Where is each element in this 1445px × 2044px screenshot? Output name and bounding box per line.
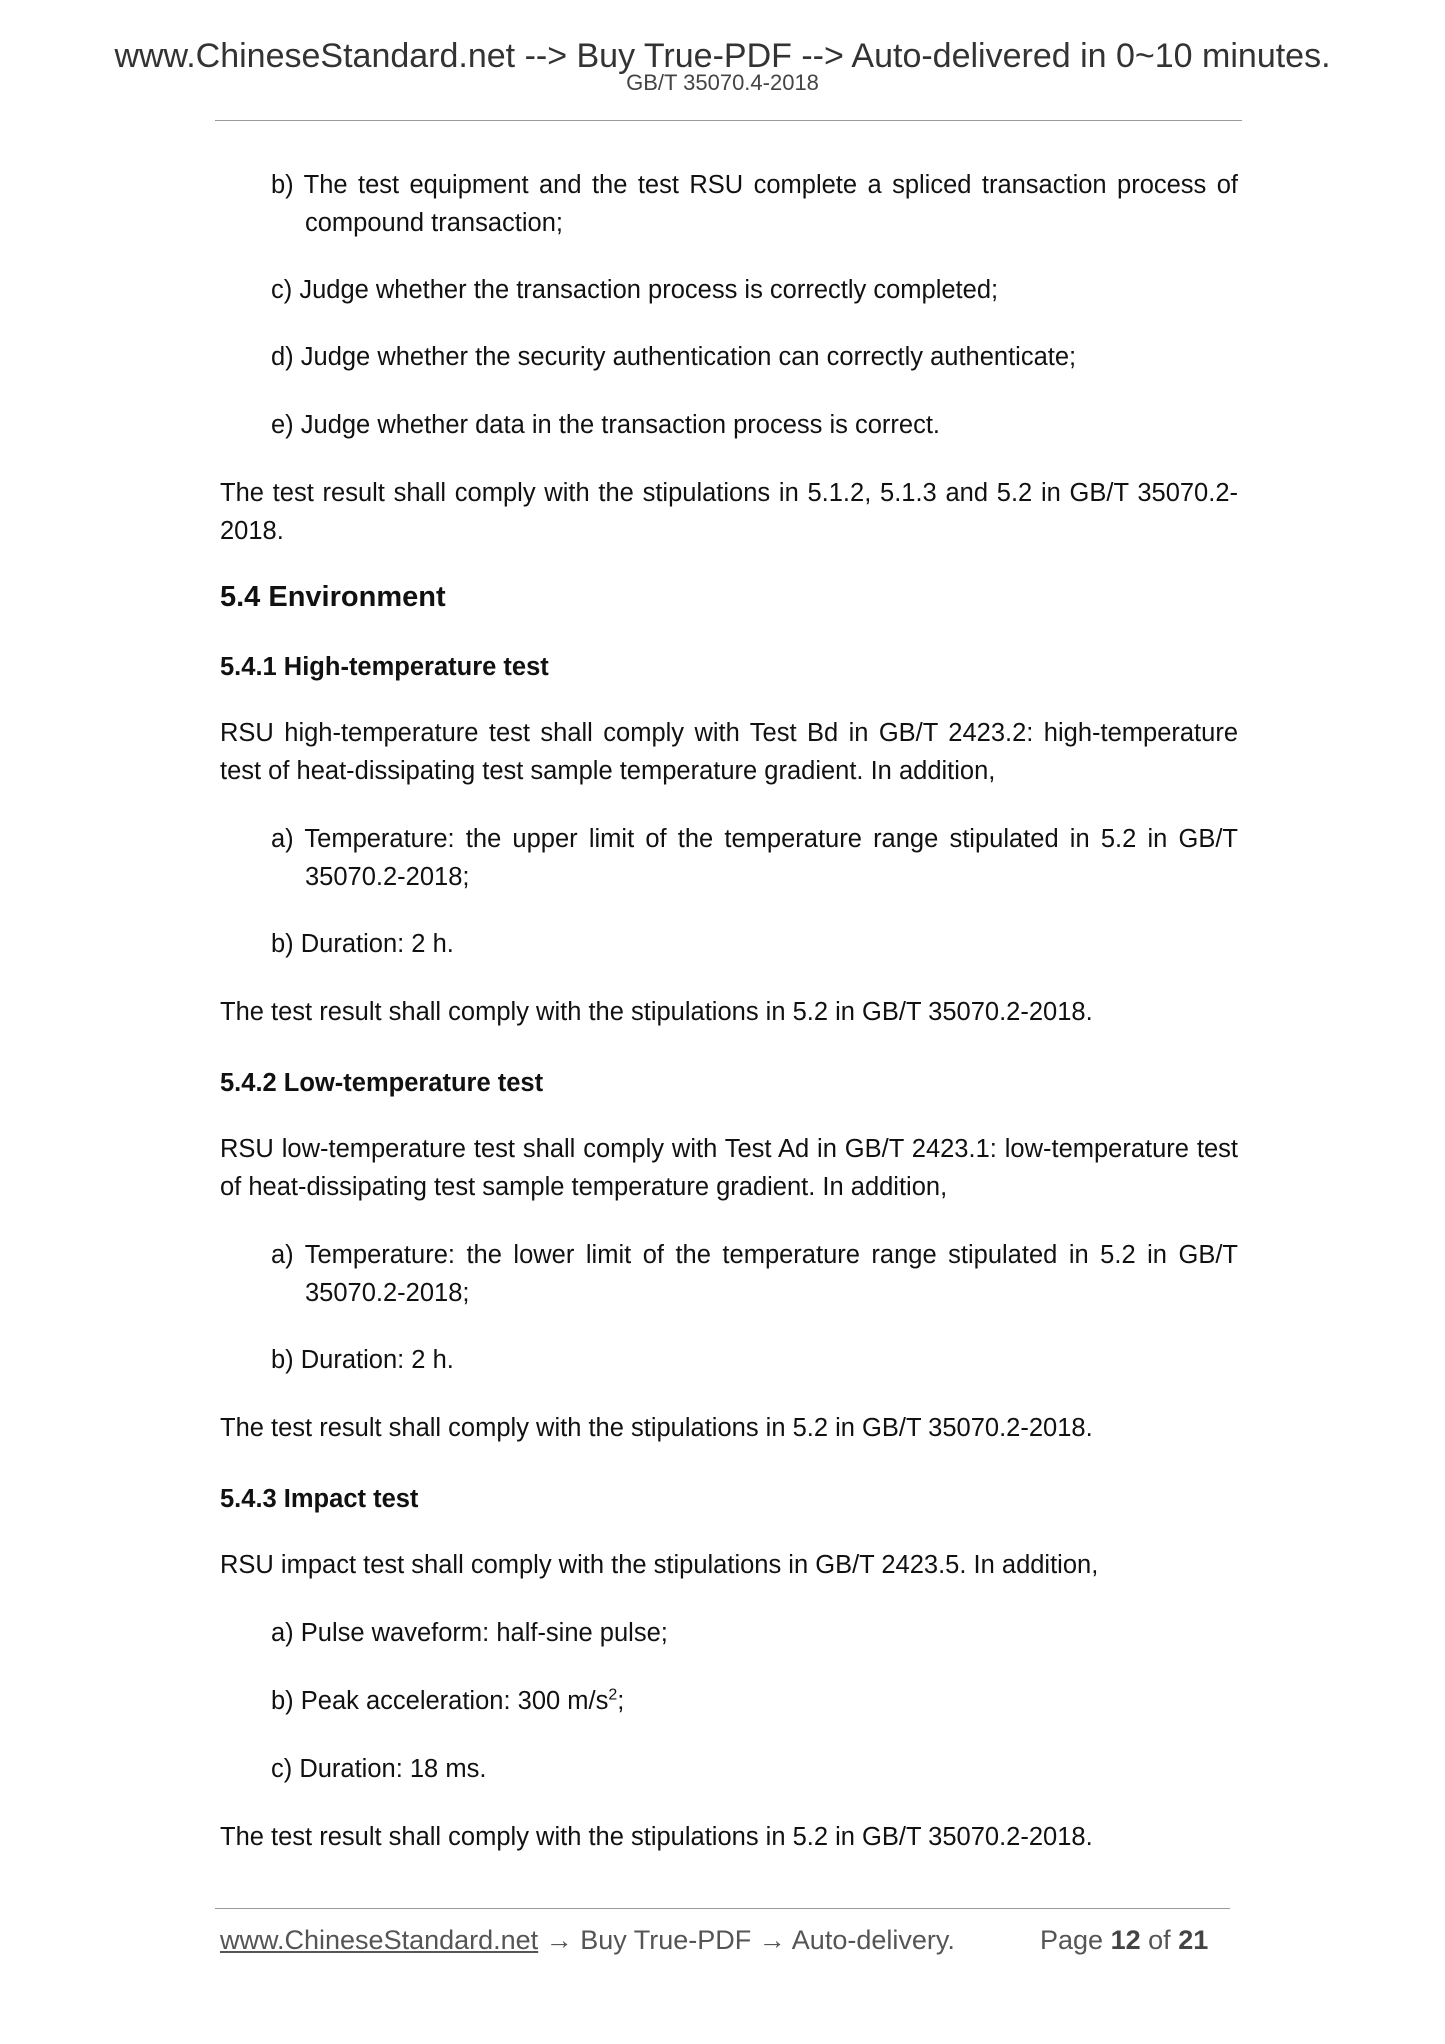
page-number: 12 — [1110, 1925, 1141, 1955]
footer-buy-text: Buy True-PDF — [580, 1925, 752, 1955]
section-heading-5-4-1: 5.4.1 High-temperature test — [220, 653, 549, 681]
list-item-5-4-3-a: a) Pulse waveform: half-sine pulse; — [271, 1619, 668, 1647]
footer-left — [220, 1922, 955, 1958]
page-label: Page — [1040, 1925, 1104, 1955]
result-paragraph-transaction: The test result shall comply with the stipulations in 5.1.2, 5.1.3 and 5.2 in GB/T 35070.2-2018. — [220, 479, 1238, 545]
list-item-c: c) Judge whether the transaction process is correctly completed; — [271, 276, 999, 304]
list-item-d: d) Judge whether the security authentication can correctly authenticate; — [271, 343, 1077, 371]
total-pages: 21 — [1178, 1925, 1209, 1955]
arrow-right-icon: → — [545, 1925, 573, 1955]
section-heading-5-4-3: 5.4.3 Impact test — [220, 1485, 419, 1513]
list-item-5-4-3-c: c) Duration: 18 ms. — [271, 1755, 487, 1783]
paragraph-5-4-2-intro: RSU low-temperature test shall comply with Test Ad in GB/T 2423.1: low-temperature test of heat-dissipating test sample temperature gradient. In addition, — [220, 1135, 1238, 1201]
paragraph-5-4-1-intro: RSU high-temperature test shall comply with Test Bd in GB/T 2423.2: high-temperature test of heat-dissipating test sample temperature gradient. In addition, — [220, 719, 1238, 785]
result-paragraph-5-4-2: The test result shall comply with the stipulations in 5.2 in GB/T 35070.2-2018. — [220, 1414, 1093, 1442]
list-item-5-4-3-b-end: ; — [617, 1687, 625, 1715]
list-item-5-4-2-b: b) Duration: 2 h. — [271, 1346, 454, 1374]
of-label: of — [1148, 1925, 1171, 1955]
superscript-exponent: 2 — [608, 1686, 618, 1704]
page-indicator — [1040, 1922, 1208, 1958]
footer-delivery-text: Auto-delivery. — [791, 1925, 955, 1955]
result-paragraph-5-4-3: The test result shall comply with the stipulations in 5.2 in GB/T 35070.2-2018. — [220, 1823, 1093, 1851]
list-item-5-4-2-a: a) Temperature: the lower limit of the temperature range stipulated in 5.2 in GB/T 35070.2-2018; — [271, 1241, 1238, 1307]
list-item-b: b) The test equipment and the test RSU complete a spliced transaction process of compound transaction; — [271, 171, 1238, 237]
list-item-e: e) Judge whether data in the transaction process is correct. — [271, 411, 941, 439]
list-item-5-4-3-b — [271, 1682, 1238, 1720]
section-heading-5-4: 5.4 Environment — [220, 581, 446, 613]
header-divider — [215, 120, 1242, 121]
result-paragraph-5-4-1: The test result shall comply with the stipulations in 5.2 in GB/T 35070.2-2018. — [220, 998, 1093, 1026]
section-heading-5-4-2: 5.4.2 Low-temperature test — [220, 1069, 544, 1097]
paragraph-5-4-3-intro: RSU impact test shall comply with the stipulations in GB/T 2423.5. In addition, — [220, 1551, 1099, 1579]
list-item-5-4-1-b: b) Duration: 2 h. — [271, 930, 454, 958]
list-item-5-4-3-b-text: b) Peak acceleration: 300 m/s — [271, 1687, 609, 1715]
footer-divider — [215, 1908, 1230, 1909]
list-item-5-4-1-a: a) Temperature: the upper limit of the temperature range stipulated in 5.2 in GB/T 35070.2-2018; — [271, 825, 1238, 891]
standard-code: GB/T 35070.4-2018 — [626, 70, 819, 95]
arrow-right-icon: → — [758, 1925, 786, 1955]
footer-site-link[interactable]: www.ChineseStandard.net — [220, 1925, 539, 1955]
top-banner: www.ChineseStandard.net --> Buy True-PDF --> Auto-delivered in 0~10 minutes. — [114, 37, 1331, 75]
